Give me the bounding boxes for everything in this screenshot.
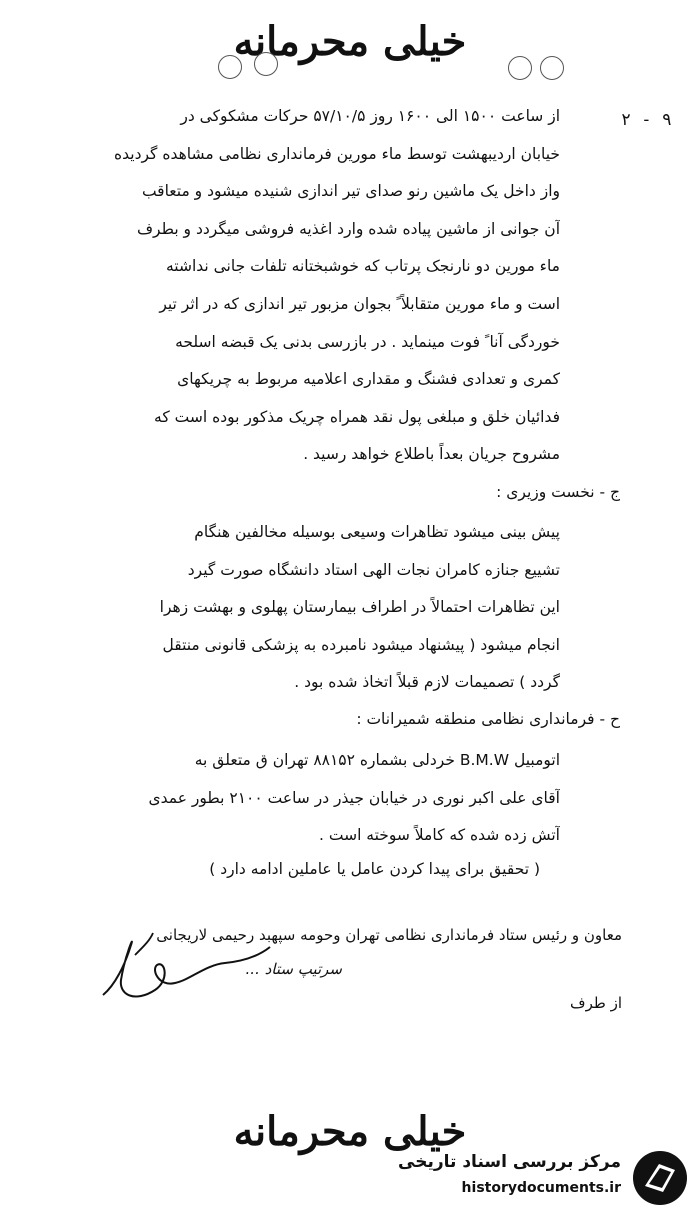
- punch-hole: [218, 55, 242, 79]
- page-number: ۲ - ۹: [620, 110, 672, 130]
- section-c-heading: ج - نخست وزیری :: [496, 483, 620, 501]
- archive-logo-icon: [629, 1148, 691, 1208]
- body-line: کمری و تعدادی فشنگ و مقداری اعلامیه مربوط به چریکهای: [177, 370, 560, 389]
- body-line: ماء مورین دو نارنجک پرتاب که خوشبختانه تلفات جانی نداشته: [165, 257, 560, 276]
- classification-header: خیلی محرمانه: [233, 18, 467, 65]
- body-line: از ساعت ۱۵۰۰ الی ۱۶۰۰ روز ۵۷/۱۰/۵ حرکات مشکوکی در: [180, 107, 560, 125]
- body-line: اتومبیل B.M.W خردلی بشماره ۸۸۱۵۲ تهران ق متعلق به: [194, 751, 560, 769]
- body-line: تشییع جنازه کامران نجات الهی استاد دانشگاه صورت گیرد: [187, 560, 560, 579]
- punch-hole: [508, 56, 532, 80]
- archive-watermark: [398, 1148, 693, 1208]
- body-line: مشروح جریان بعداً باطلاع خواهد رسید .: [303, 445, 560, 464]
- body-line: گردد ) تصمیمات لازم قبلاً اتخاذ شده بود .: [294, 673, 560, 692]
- punch-hole: [254, 52, 278, 76]
- body-line: این تظاهرات احتمالاً در اطراف بیمارستان پهلوی و بهشت زهرا: [159, 598, 560, 617]
- watermark-url: historydocuments.ir: [461, 1180, 621, 1196]
- investigation-note: ( تحقیق برای پیدا کردن عامل یا عاملین ادامه دارد ): [209, 860, 540, 878]
- body-line: پیش بینی میشود تظاهرات وسیعی بوسیله مخالفین هنگام: [194, 523, 560, 541]
- section-h-body: [90, 742, 560, 855]
- body-line: خوردگی آنا ً فوت مینماید . در بازرسی بدنی یک قبضه اسلحه: [175, 332, 560, 351]
- signatory-title: معاون و رئیس ستاد فرمانداری نظامی تهران وحومه سپهبد رحیمی لاریجانی: [156, 926, 622, 944]
- body-line: واز داخل یک ماشین رنو صدای تیر اندازی شنیده میشود و متعاقب: [141, 182, 560, 201]
- signatory-rank: سرتیپ ستاد ...: [245, 960, 342, 978]
- handwritten-signature: [95, 925, 275, 1010]
- body-line: آتش زده شده که کاملاً سوخته است .: [319, 826, 560, 845]
- body-line: فدائیان خلق و مبلغی پول نقد همراه چریک مذکور بوده است که: [154, 407, 560, 426]
- punch-hole: [540, 56, 564, 80]
- section-c-body: [90, 514, 560, 702]
- body-line: است و ماء مورین متقابلاً ً بجوان مزبور تیر اندازی که در اثر تیر: [159, 294, 560, 313]
- section-b-body: [90, 98, 560, 474]
- on-behalf-label: از طرف: [570, 994, 622, 1012]
- body-line: آن جوانی از ماشین پیاده شده وارد اغذیه فروشی میگردد و بطرف: [136, 219, 560, 238]
- body-line: خیابان اردیبهشت توسط ماء مورین فرمانداری نظامی مشاهده گردیده: [114, 144, 560, 163]
- watermark-title: مرکز بررسی اسناد تاریخی: [398, 1152, 621, 1172]
- body-line: انجام میشود ( پیشنهاد میشود نامبرده به پزشکی قانونی منتقل: [162, 635, 560, 654]
- body-line: آقای علی اکبر نوری در خیابان جیذر در ساعت ۲۱۰۰ بطور عمدی: [148, 788, 560, 807]
- section-h-heading: ح - فرمانداری نظامی منطقه شمیرانات :: [356, 710, 620, 728]
- classification-footer: خیلی محرمانه: [233, 1108, 467, 1155]
